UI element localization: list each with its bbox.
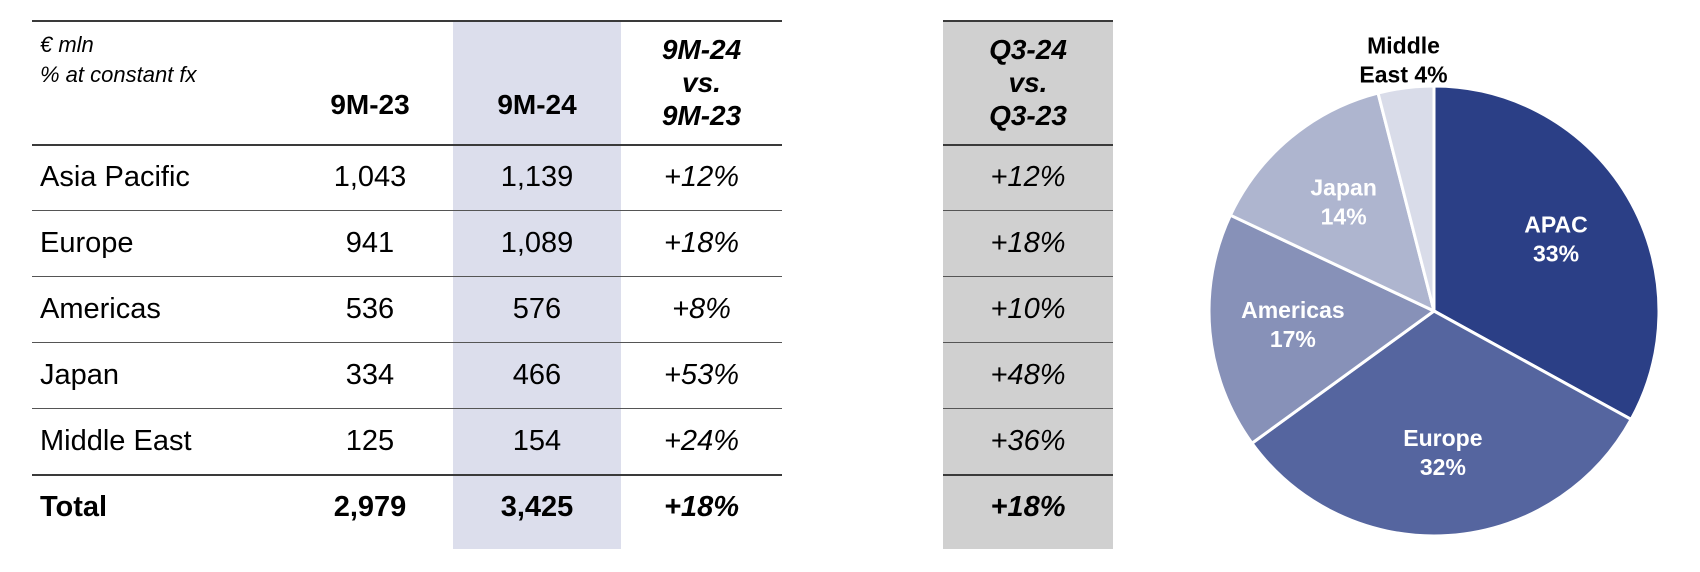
quarter-value: +12% <box>990 160 1066 193</box>
yoy-change: +53% <box>664 358 739 391</box>
yoy-change: +18% <box>664 226 739 259</box>
table-row <box>32 144 782 210</box>
region-name: Americas <box>40 292 161 325</box>
table-row <box>32 408 782 474</box>
value-9m23: 1,043 <box>333 160 407 193</box>
region-name: Japan <box>40 358 120 391</box>
regional-share-pie-chart <box>1200 32 1680 548</box>
value-9m24: 1,089 <box>500 226 574 259</box>
total-9m24: 3,425 <box>500 490 574 523</box>
quarter-top-rule <box>943 20 1113 22</box>
pie-label-middle-east: Middle East 4% <box>1359 32 1448 88</box>
header-q3-change: Q3-24 vs. Q3-23 <box>989 33 1067 131</box>
region-name: Europe <box>40 226 134 259</box>
header-9m24: 9M-24 <box>497 88 577 120</box>
value-9m23: 334 <box>345 358 395 391</box>
quarter-value: +48% <box>990 358 1066 391</box>
total-9m23: 2,979 <box>333 490 407 523</box>
pie-label-americas: Americas 17% <box>1241 296 1345 352</box>
yoy-change: +12% <box>664 160 739 193</box>
value-9m24: 1,139 <box>500 160 574 193</box>
table-row <box>32 210 782 276</box>
quarter-value: +18% <box>990 226 1066 259</box>
table-row <box>32 342 782 408</box>
table-row <box>32 276 782 342</box>
value-9m23: 125 <box>345 424 395 457</box>
value-9m23: 941 <box>345 226 395 259</box>
quarter-value: +36% <box>990 424 1066 457</box>
header-9m23: 9M-23 <box>330 88 410 120</box>
value-9m24: 576 <box>512 292 562 325</box>
total-yoy-change: +18% <box>664 490 739 523</box>
total-label: Total <box>40 490 108 523</box>
pie-label-europe: Europe 32% <box>1403 424 1483 480</box>
region-name: Asia Pacific <box>40 160 190 193</box>
yoy-change: +8% <box>672 292 731 325</box>
quarter-value: +10% <box>990 292 1066 325</box>
pie-label-japan: Japan 14% <box>1310 174 1377 230</box>
total-row <box>32 474 782 540</box>
table-top-rule <box>32 20 782 22</box>
quarter-growth-table <box>943 20 1113 549</box>
value-9m23: 536 <box>345 292 395 325</box>
quarter-total-value: +18% <box>990 490 1066 523</box>
value-9m24: 154 <box>512 424 562 457</box>
header-yoy-change: 9M-24 vs. 9M-23 <box>661 33 742 131</box>
unit-line-fx: % at constant fx <box>40 62 197 87</box>
unit-line-currency: € mln <box>40 32 94 57</box>
yoy-change: +24% <box>664 424 739 457</box>
region-name: Middle East <box>40 424 192 457</box>
value-9m24: 466 <box>512 358 562 391</box>
pie-label-apac: APAC 33% <box>1524 211 1588 267</box>
unit-label <box>40 30 197 90</box>
